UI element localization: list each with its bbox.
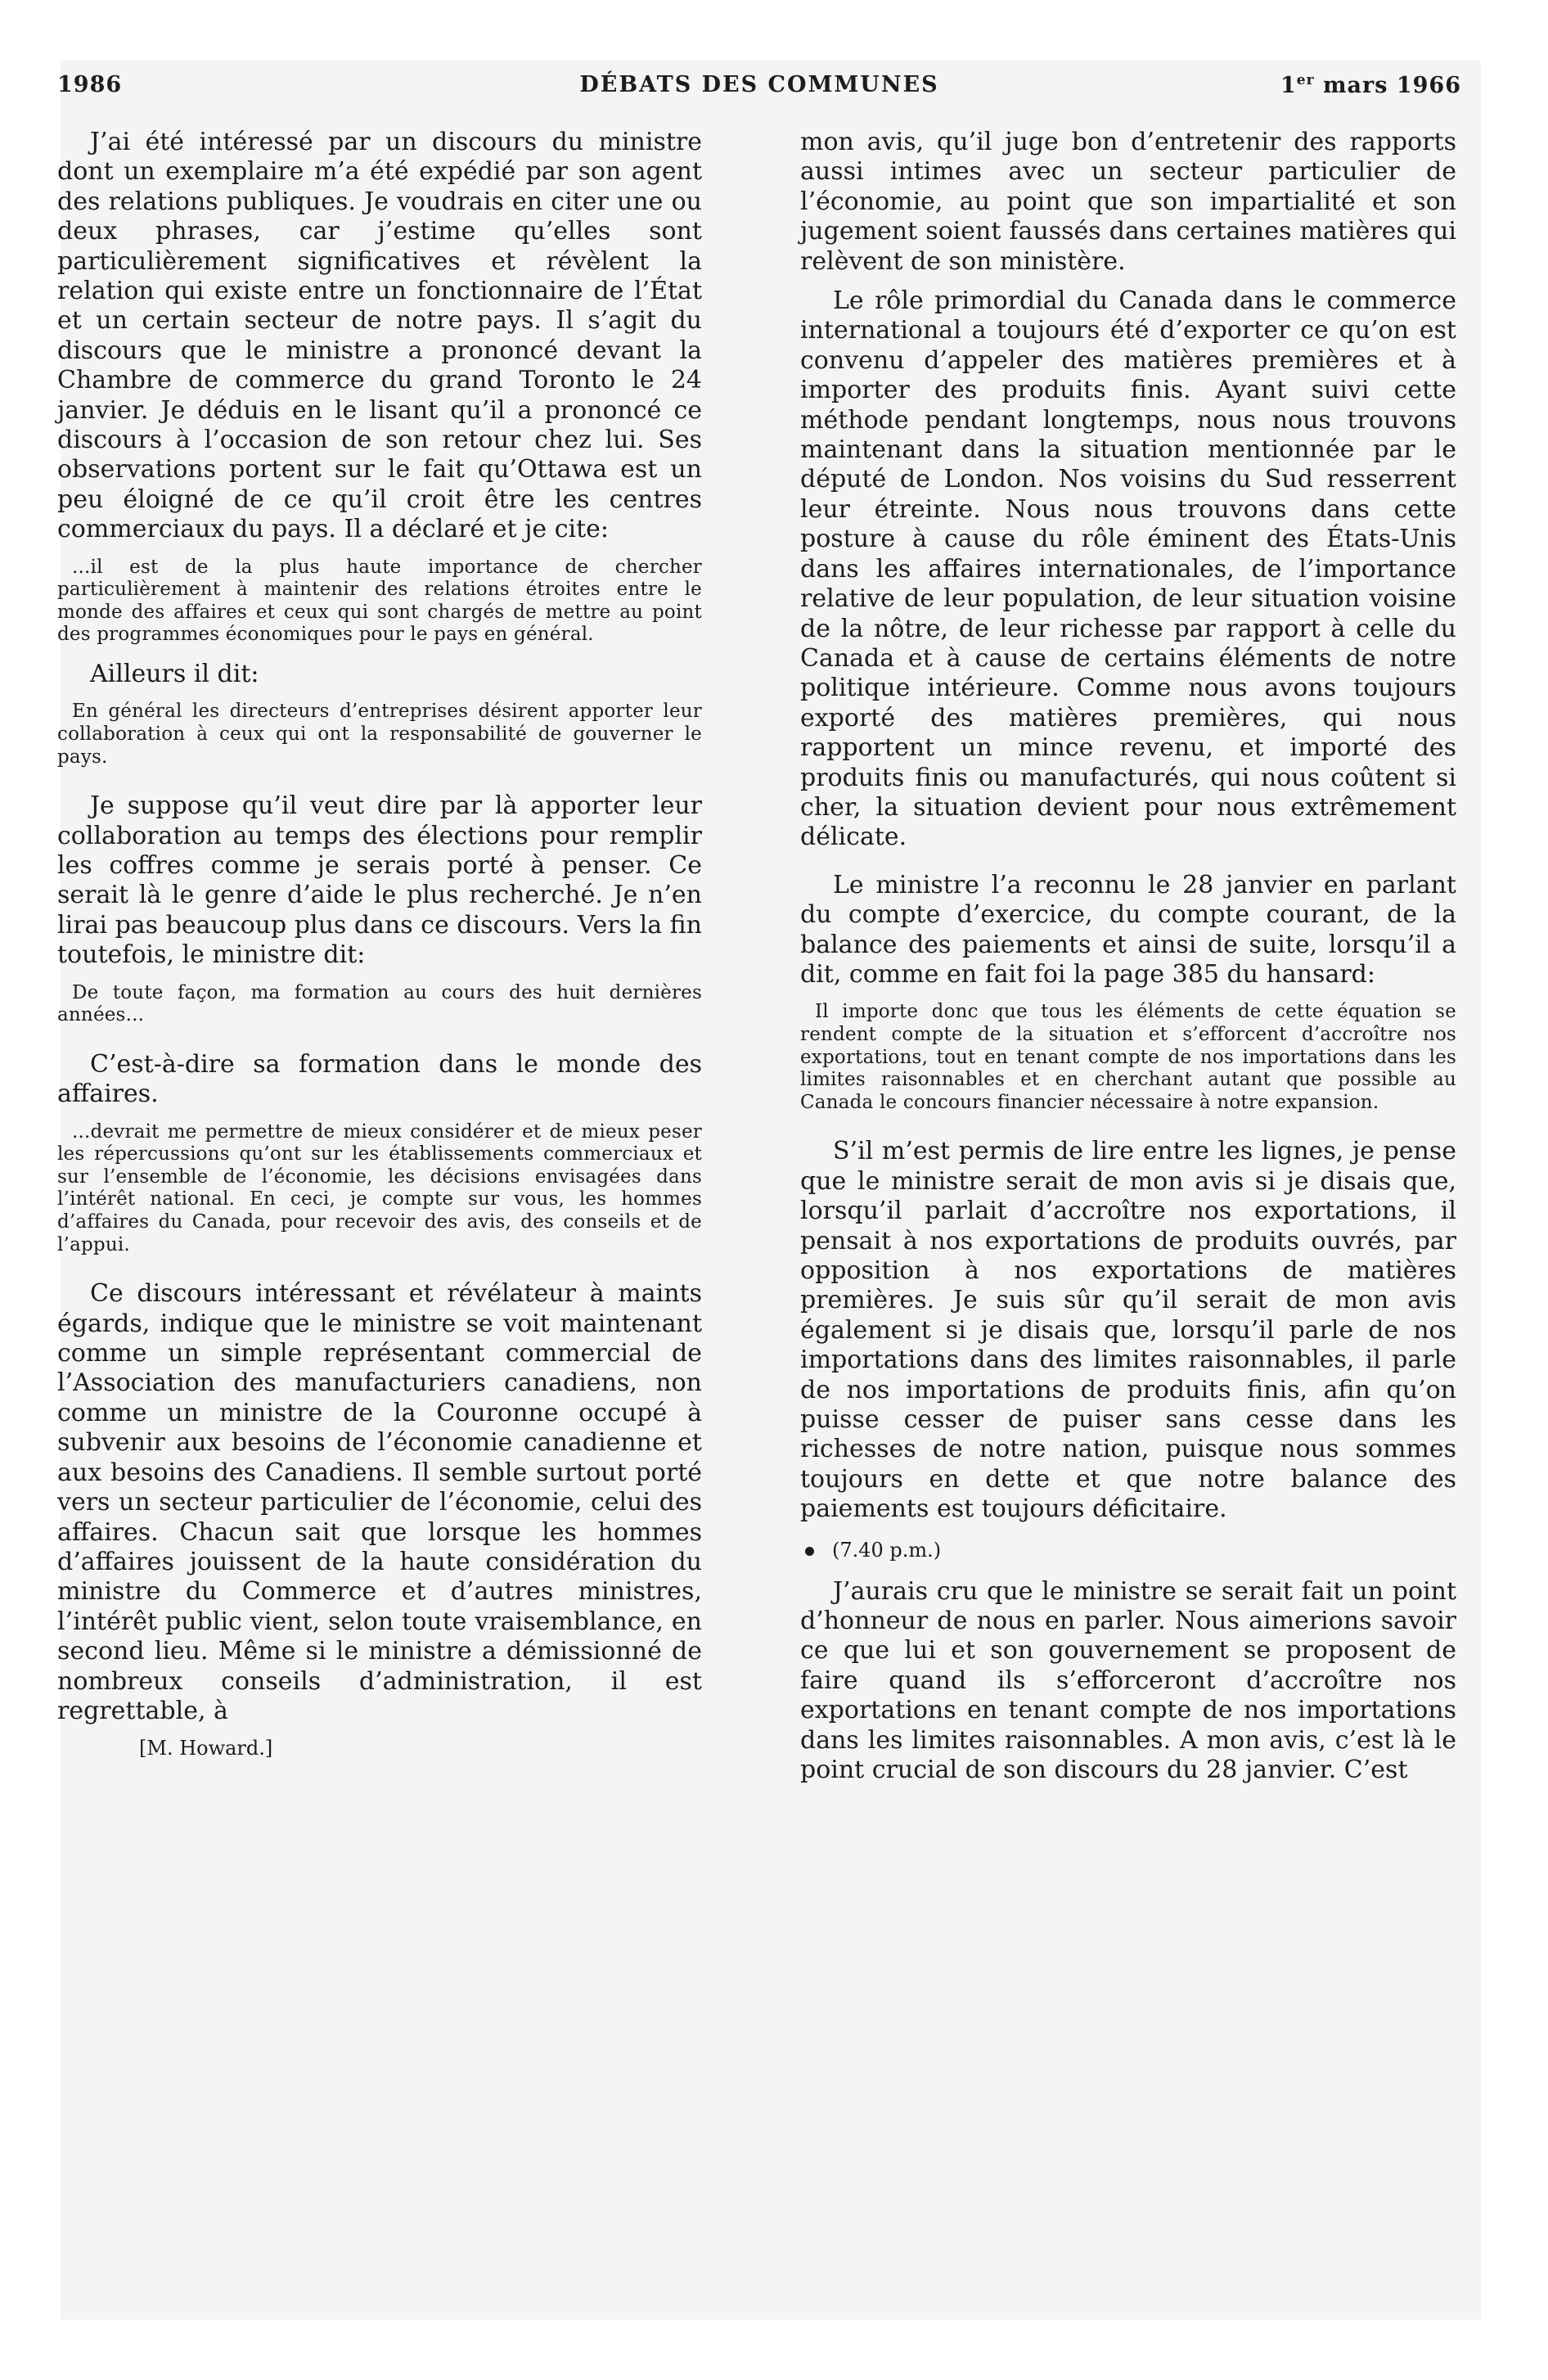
paragraph: C’est-à-dire sa formation dans le monde des affaires. — [57, 1049, 702, 1109]
header-date — [1280, 72, 1461, 98]
date-month-year: mars 1966 — [1314, 73, 1461, 98]
paragraph: Ailleurs il dit: — [90, 660, 259, 689]
spacer — [57, 1269, 702, 1279]
quotation: ...il est de la plus haute importance de chercher particulièrement à maintenir des relations étroites entre le monde des affaires et ceux qui sont chargés de mettre au point des programmes économiques pour le pays en général. — [57, 556, 702, 646]
paragraph: Ce discours intéressant et révélateur à maints égards, indique que le ministre se voit maintenant comme un simple représentant commercial de l’Association des manufacturiers canadiens, non comme un ministre de la Couronne occupé à subvenir aux besoins de l’économie canadienne et aux besoins des Canadiens. Il semble surtout porté vers un secteur particulier de l’économie, celui des affaires. Chacun sait que lorsque les hommes d’affaires jouissent de la haute considération du ministre du Commerce et d’autres ministres, l’intérêt public vient, selon toute vraisemblance, en second lieu. Même si le ministre a démissionné de nombreux conseils d’administration, il est regrettable, à — [57, 1279, 702, 1725]
left-column — [57, 128, 702, 1760]
right-column — [800, 128, 1456, 1785]
paragraph: Je suppose qu’il veut dire par là apporter leur collaboration au temps des élections pour remplir les coffres comme je serais porté à penser. Ce serait là le genre d’aide le plus recherché. Je n’en lirai pas beaucoup plus dans ce discours. Vers la fin toutefois, le ministre dit: — [57, 791, 702, 970]
page-number: 1986 — [57, 72, 123, 97]
paragraph: Le ministre l’a reconnu le 28 janvier en parlant du compte d’exercice, du compte courant, de la balance des paiements et ainsi de suite, lorsqu’il a dit, comme en fait foi la page 385 du hansard: — [800, 870, 1456, 989]
timestamp — [800, 1538, 1456, 1562]
spacer — [800, 1525, 1456, 1535]
spacer — [800, 1127, 1456, 1137]
paragraph: J’aurais cru que le ministre se serait fait un point d’honneur de nous en parler. Nous aimerions savoir ce que lui et son gouvernement se proposent de faire quand ils s’efforceront d’accroître nos exportations en tenant compte de nos importations dans les limites raisonnables. A mon avis, c’est là le point crucial de son discours du 28 janvier. C’est — [800, 1576, 1456, 1785]
spacer — [57, 1040, 702, 1050]
running-header — [57, 72, 1461, 113]
publication-title: DÉBATS DES COMMUNES — [579, 72, 939, 97]
paragraph: J’ai été intéressé par un discours du ministre dont un exemplaire m’a été expédié par son agent des relations publiques. Je voudrais en citer une ou deux phrases, car j’estime qu’elles sont particulièrement significatives et révèlent la relation qui existe entre un fonctionnaire de l’État et un certain secteur de notre pays. Il s’agit du discours que le ministre a prononcé devant la Chambre de commerce du grand Toronto le 24 janvier. Je déduis en le lisant qu’il a prononcé ce discours à l’occasion de son retour chez lui. Ses observations portent sur le fait qu’Ottawa est un peu éloigné de ce qu’il croit être les centres commerciaux du pays. Il a déclaré et je cite: — [57, 128, 702, 544]
date-ordinal: er — [1296, 72, 1315, 88]
quotation: En général les directeurs d’entreprises désirent apporter leur collaboration à ceux qui ont la responsabilité de gouverner le pays. — [57, 701, 702, 768]
bullet-icon — [805, 1547, 814, 1556]
paragraph: Le rôle primordial du Canada dans le commerce international a toujours été d’exporter ce qu’on est convenu d’appeler des matières premières et à importer des produits finis. Ayant suivi cette méthode pendant longtemps, nous nous trouvons maintenant dans la situation mentionnée par le député de London. Nos voisins du Sud resserrent leur étreinte. Nous nous trouvons dans cette posture à cause du rôle éminent des États-Unis dans les affaires internationales, de l’importance relative de leur population, de leur situation voisine de la nôtre, de leur richesse par rapport à celle du Canada et à cause de certains éléments de notre politique intérieure. Comme nous avons toujours exporté des matières premières, qui nous rapportent un mince revenu, et importé des produits finis ou manufacturés, qui nous coûtent si cher, la situation devient pour nous extrêmement délicate. — [800, 286, 1456, 852]
date-day: 1 — [1280, 73, 1297, 98]
paragraph: mon avis, qu’il juge bon d’entretenir des rapports aussi intimes avec un secteur particulier de l’économie, au point que son impartialité et son jugement soient faussés dans certaines matières qui relèvent de son ministère. — [800, 128, 1456, 276]
timestamp-text: (7.40 p.m.) — [832, 1538, 942, 1562]
quotation: ...devrait me permettre de mieux considérer et de mieux peser les répercussions qu’ont sur les établissements commerciaux et sur l’ensemble de l’économie, les décisions envisagées dans l’intérêt national. En ceci, je compte sur vous, les hommes d’affaires du Canada, pour recevoir des avis, des conseils et de l’appui. — [57, 1120, 702, 1255]
quotation: De toute façon, ma formation au cours des huit dernières années... — [57, 981, 702, 1026]
speaker-attribution: [M. Howard.] — [139, 1737, 273, 1760]
paragraph: S’il m’est permis de lire entre les lignes, je pense que le ministre serait de mon avis si je disais que, lorsqu’il parlait d’accroître nos exportations, il pensait à nos exportations de produits ouvrés, par opposition à nos exportations de matières premières. Je suis sûr qu’il serait de mon avis également si je disais que, lorsqu’il parle de nos importations dans des limites raisonnables, il parle de nos importations de produits finis, afin qu’on puisse cesser de puiser sans cesse dans les richesses de notre nation, puisque nous sommes toujours en dette et que notre balance des paiements est toujours déficitaire. — [800, 1137, 1456, 1524]
spacer — [800, 853, 1456, 871]
quotation: Il importe donc que tous les éléments de cette équation se rendent compte de la situation et s’efforcent d’accroître nos exportations, tout en tenant compte de nos importations dans les limites raisonnables et en cherchant autant que possible au Canada le concours financier nécessaire à notre expansion. — [800, 1001, 1456, 1113]
spacer — [57, 782, 702, 791]
spacer — [800, 277, 1456, 286]
